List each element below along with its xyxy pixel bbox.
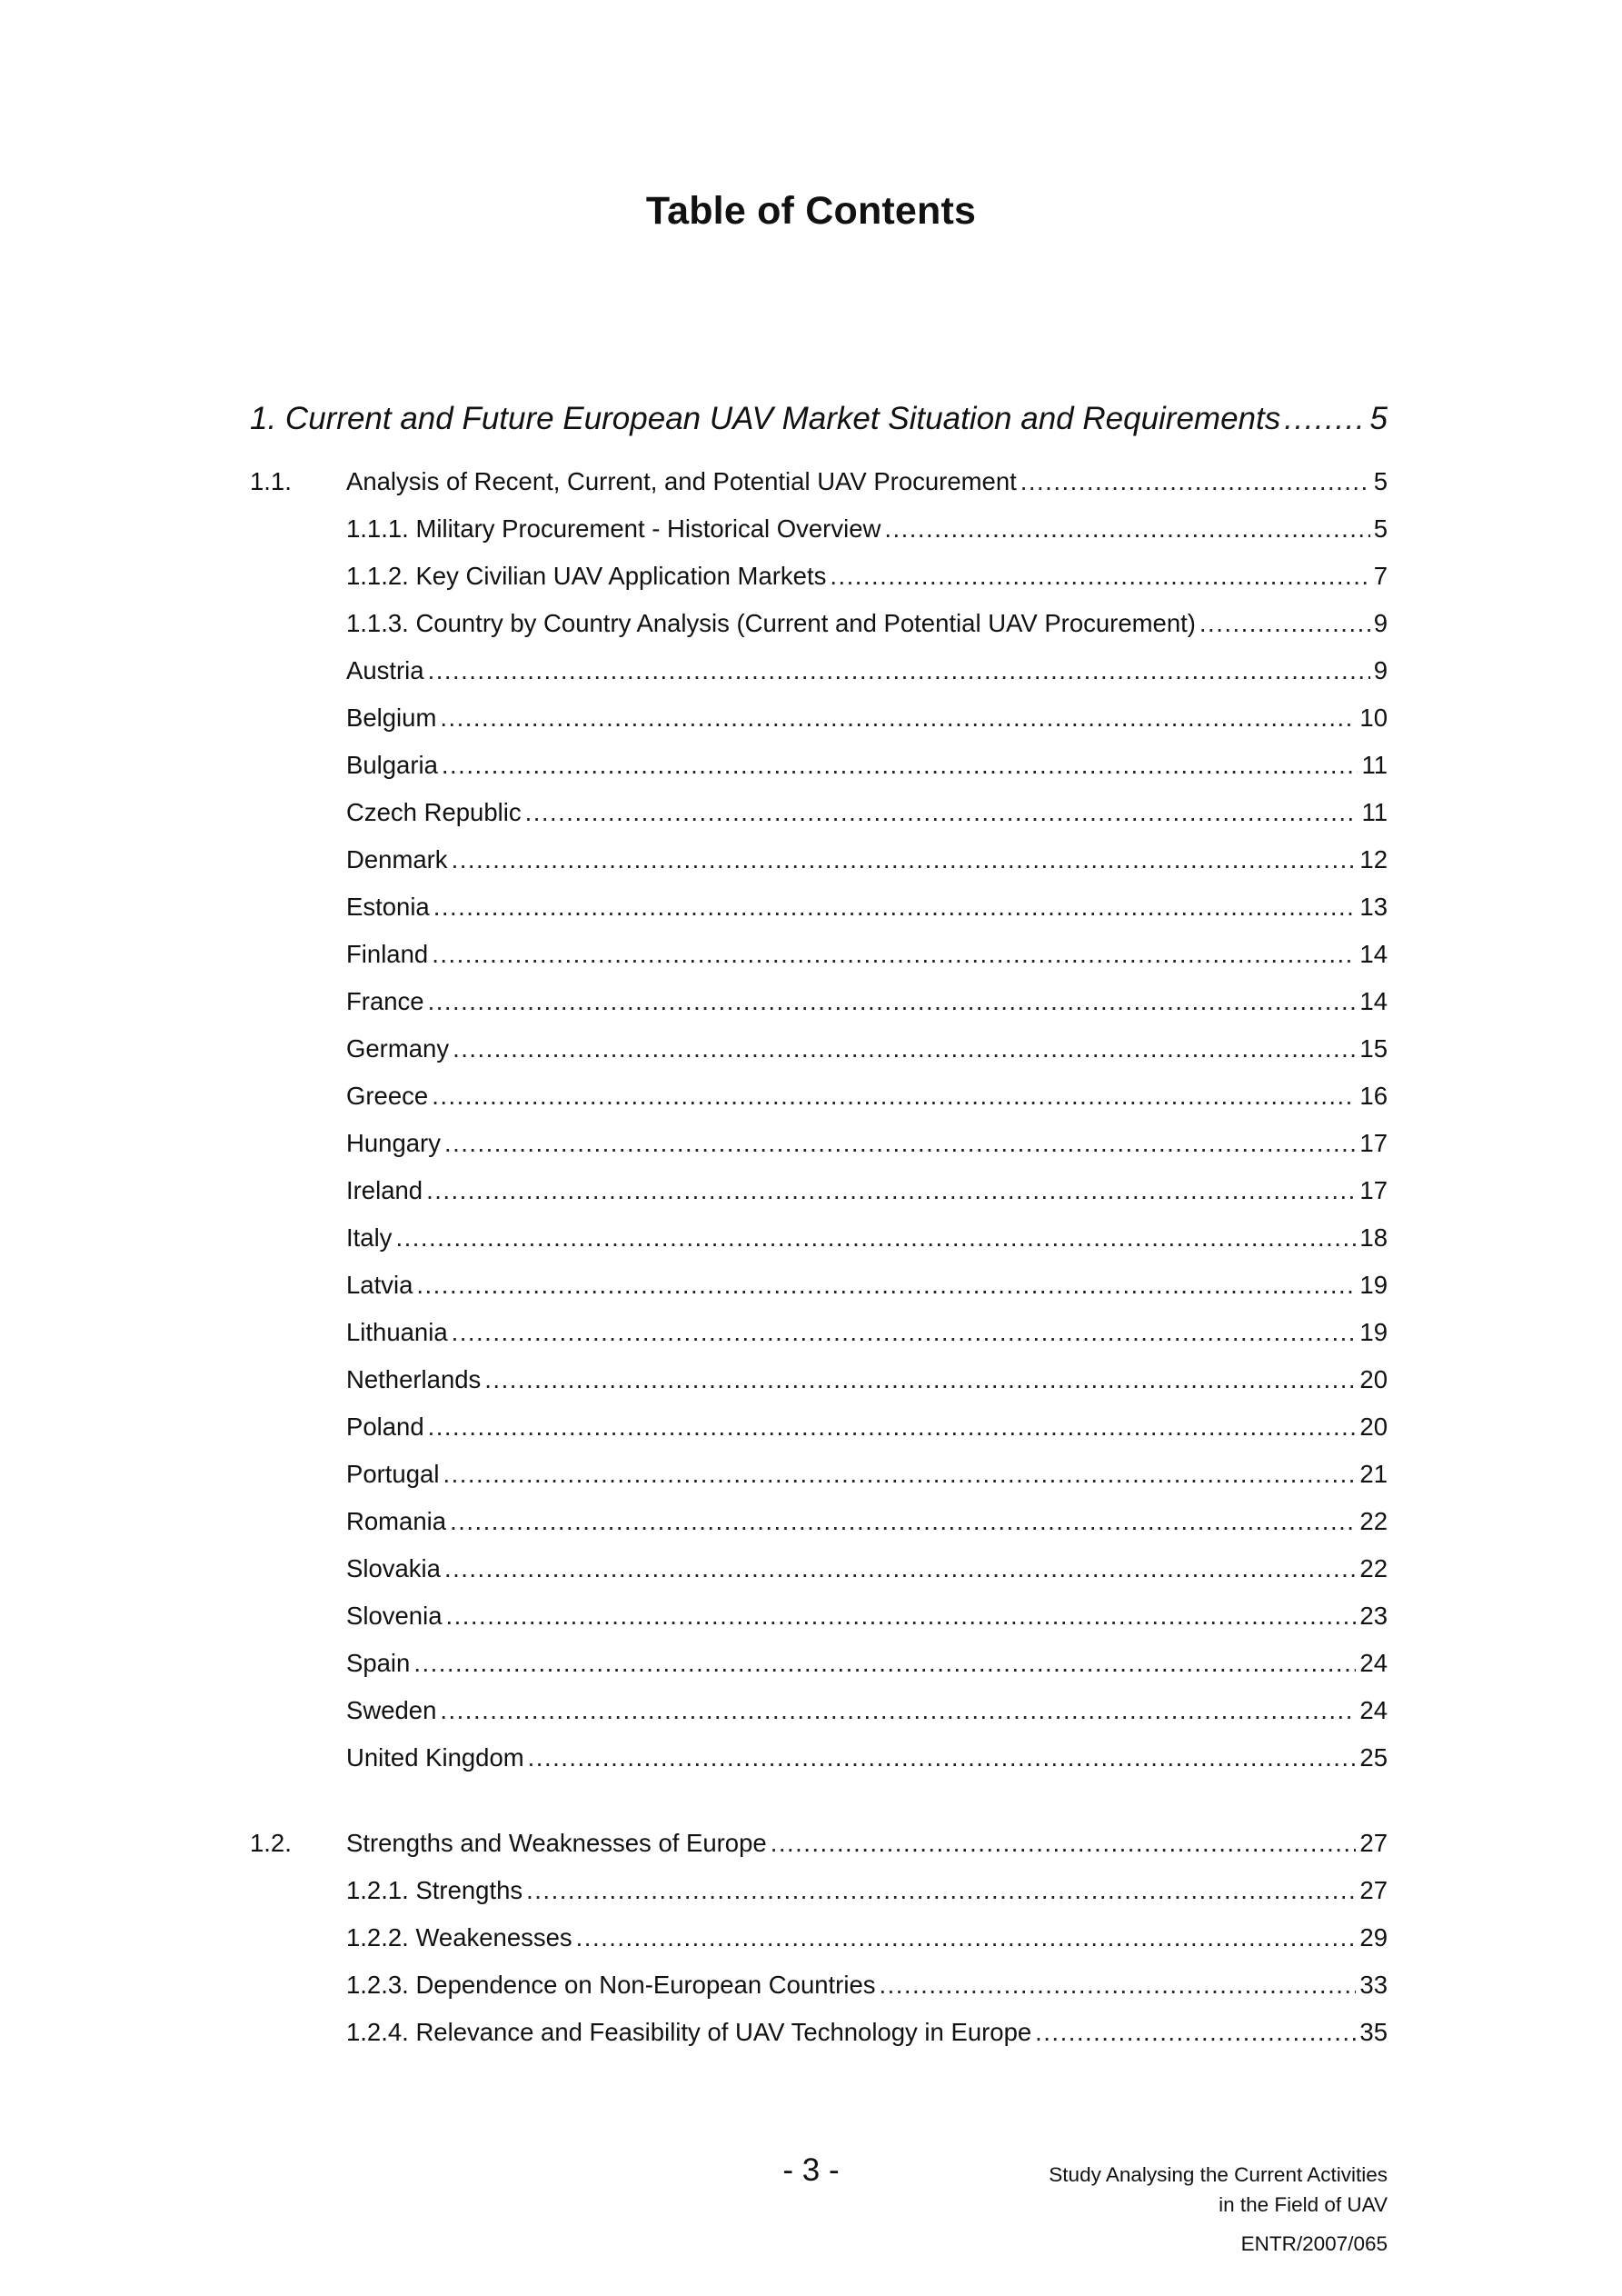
dot-leader (484, 1356, 1356, 1403)
toc-entry[interactable] (250, 1592, 1388, 1640)
toc-section-entry[interactable] (250, 1820, 1388, 1867)
dot-leader (440, 1687, 1356, 1734)
entry-page-number: 18 (1359, 1223, 1388, 1252)
entry-title: Ireland (346, 1176, 423, 1204)
dot-leader (428, 1403, 1357, 1451)
dot-leader (1020, 458, 1370, 505)
entry-title: Slovenia (346, 1602, 443, 1630)
toc-chapter-1[interactable] (250, 391, 1388, 447)
toc-entry[interactable] (250, 1867, 1388, 1914)
footer-page-number: - 3 - (782, 2152, 840, 2188)
dot-leader (525, 789, 1358, 836)
toc-entry[interactable] (250, 1356, 1388, 1403)
toc-entry[interactable] (250, 883, 1388, 931)
dot-leader (1035, 2009, 1356, 2056)
dot-leader (884, 505, 1369, 553)
entry-title: United Kingdom (346, 1743, 524, 1772)
table-of-contents (250, 391, 1388, 2056)
footer-study-line1: Study Analysing the Current Activities (1049, 2163, 1388, 2186)
toc-entry[interactable] (250, 1167, 1388, 1214)
toc-entry[interactable] (250, 1025, 1388, 1073)
section-page-number: 27 (1359, 1829, 1388, 1857)
dot-leader (452, 836, 1357, 883)
entry-page-number: 20 (1359, 1365, 1388, 1393)
section-spacer (250, 1782, 1388, 1820)
dot-leader (416, 1262, 1356, 1309)
toc-entry[interactable] (250, 1734, 1388, 1782)
toc-entry[interactable] (250, 1640, 1388, 1687)
toc-entry[interactable] (250, 1120, 1388, 1167)
dot-leader (879, 1962, 1356, 2009)
dot-leader (413, 1640, 1356, 1687)
entry-page-number: 10 (1359, 704, 1388, 732)
dot-leader (528, 1734, 1357, 1782)
dot-leader (453, 1025, 1356, 1073)
entry-page-number: 11 (1361, 751, 1388, 779)
toc-entry[interactable] (250, 1403, 1388, 1451)
entry-title: Netherlands (346, 1365, 482, 1393)
toc-entry[interactable] (250, 694, 1388, 742)
toc-entry[interactable] (250, 1309, 1388, 1356)
entry-title: Austria (346, 656, 424, 684)
dot-leader (442, 742, 1358, 789)
toc-entry[interactable] (250, 978, 1388, 1025)
toc-entry[interactable] (250, 1451, 1388, 1498)
toc-entry[interactable] (250, 1687, 1388, 1734)
section-title: Strengths and Weaknesses of Europe (346, 1829, 767, 1857)
chapter-page-number: 5 (1369, 401, 1388, 436)
dot-leader (433, 883, 1357, 931)
toc-entry[interactable] (250, 1262, 1388, 1309)
dot-leader (526, 1867, 1356, 1914)
entry-page-number: 27 (1359, 1876, 1388, 1904)
entry-title: Lithuania (346, 1318, 448, 1346)
entry-title: Germany (346, 1034, 450, 1063)
toc-entry[interactable] (250, 2009, 1388, 2056)
entry-title: Czech Republic (346, 798, 522, 826)
entry-page-number: 5 (1373, 514, 1388, 543)
toc-entry[interactable] (250, 647, 1388, 694)
dot-leader (452, 1309, 1357, 1356)
entry-page-number: 16 (1359, 1082, 1388, 1110)
dot-leader (444, 1545, 1356, 1592)
dot-leader (395, 1214, 1356, 1262)
toc-entry[interactable] (250, 836, 1388, 883)
entry-page-number: 14 (1359, 940, 1388, 968)
entry-page-number: 29 (1359, 1923, 1388, 1952)
dot-leader (444, 1120, 1356, 1167)
entry-title: 1.2.3. Dependence on Non-European Countries (346, 1971, 876, 1999)
dot-leader (428, 647, 1370, 694)
chapter-title: 1. Current and Future European UAV Market Situation and Requirements (250, 401, 1281, 436)
entry-page-number: 21 (1359, 1460, 1388, 1488)
entry-page-number: 23 (1359, 1602, 1388, 1630)
entry-page-number: 20 (1359, 1413, 1388, 1441)
dot-leader (450, 1498, 1356, 1545)
section-number: 1.2. (250, 1829, 292, 1857)
section-title: Analysis of Recent, Current, and Potential UAV Procurement (346, 467, 1017, 495)
entry-page-number: 25 (1359, 1743, 1388, 1772)
dot-leader (428, 978, 1357, 1025)
entry-page-number: 12 (1359, 845, 1388, 873)
dot-leader (432, 931, 1356, 978)
section-number: 1.1. (250, 467, 292, 495)
dot-leader (1199, 600, 1370, 647)
entry-title: 1.1.2. Key Civilian UAV Application Markets (346, 562, 827, 590)
section-page-number: 5 (1373, 467, 1388, 495)
toc-section-entry[interactable] (250, 458, 1388, 505)
entry-title: Poland (346, 1413, 424, 1441)
entry-title: Finland (346, 940, 429, 968)
entry-page-number: 22 (1359, 1507, 1388, 1535)
dot-leader (1284, 391, 1366, 447)
entry-title: Greece (346, 1082, 429, 1110)
dot-leader (432, 1073, 1356, 1120)
entry-title: Belgium (346, 704, 437, 732)
entry-title: 1.1.3. Country by Country Analysis (Current and Potential UAV Procurement) (346, 609, 1196, 637)
entry-page-number: 19 (1359, 1271, 1388, 1299)
entry-title: Hungary (346, 1129, 441, 1157)
entry-page-number: 33 (1359, 1971, 1388, 1999)
toc-entry[interactable] (250, 505, 1388, 553)
toc-entry[interactable] (250, 1914, 1388, 1962)
entry-title: 1.2.1. Strengths (346, 1876, 523, 1904)
entry-title: Portugal (346, 1460, 440, 1488)
toc-entry[interactable] (250, 1962, 1388, 2009)
entry-title: Sweden (346, 1696, 437, 1724)
entry-title: 1.2.4. Relevance and Feasibility of UAV Technology in Europe (346, 2018, 1032, 2046)
entry-page-number: 9 (1373, 656, 1388, 684)
entry-page-number: 24 (1359, 1649, 1388, 1677)
dot-leader (446, 1592, 1357, 1640)
entry-page-number: 7 (1373, 562, 1388, 590)
dot-leader (443, 1451, 1356, 1498)
dot-leader (771, 1820, 1357, 1867)
toc-entry[interactable] (250, 931, 1388, 978)
entry-page-number: 11 (1361, 798, 1388, 826)
dot-leader (440, 694, 1356, 742)
entry-title: Italy (346, 1223, 393, 1252)
toc-entry[interactable] (250, 742, 1388, 789)
toc-entry[interactable] (250, 553, 1388, 600)
entry-title: Spain (346, 1649, 411, 1677)
entry-title: Latvia (346, 1271, 413, 1299)
toc-entry[interactable] (250, 1498, 1388, 1545)
entry-page-number: 14 (1359, 987, 1388, 1015)
entry-title: 1.2.2. Weakenesses (346, 1923, 572, 1952)
toc-sections (250, 458, 1388, 2056)
entry-page-number: 17 (1359, 1176, 1388, 1204)
toc-entry[interactable] (250, 789, 1388, 836)
entry-title: Slovakia (346, 1554, 441, 1582)
toc-entry[interactable] (250, 1545, 1388, 1592)
dot-leader (576, 1914, 1357, 1962)
entry-page-number: 17 (1359, 1129, 1388, 1157)
entry-title: Denmark (346, 845, 448, 873)
entry-page-number: 19 (1359, 1318, 1388, 1346)
toc-entry[interactable] (250, 1214, 1388, 1262)
toc-entry[interactable] (250, 600, 1388, 647)
dot-leader (830, 553, 1369, 600)
entry-page-number: 13 (1359, 893, 1388, 921)
footer-study-line2: in the Field of UAV (1219, 2193, 1388, 2216)
entry-page-number: 22 (1359, 1554, 1388, 1582)
footer-reference: ENTR/2007/065 (1240, 2232, 1388, 2255)
entry-title: 1.1.1. Military Procurement - Historical Overview (346, 514, 881, 543)
page-title: Table of Contents (645, 189, 977, 233)
dot-leader (426, 1167, 1356, 1214)
entry-page-number: 15 (1359, 1034, 1388, 1063)
entry-page-number: 35 (1359, 2018, 1388, 2046)
entry-page-number: 24 (1359, 1696, 1388, 1724)
entry-title: Romania (346, 1507, 447, 1535)
entry-title: France (346, 987, 424, 1015)
entry-title: Bulgaria (346, 751, 438, 779)
footer-study-info (1049, 2160, 1388, 2259)
toc-entry[interactable] (250, 1073, 1388, 1120)
entry-title: Estonia (346, 893, 430, 921)
entry-page-number: 9 (1373, 609, 1388, 637)
